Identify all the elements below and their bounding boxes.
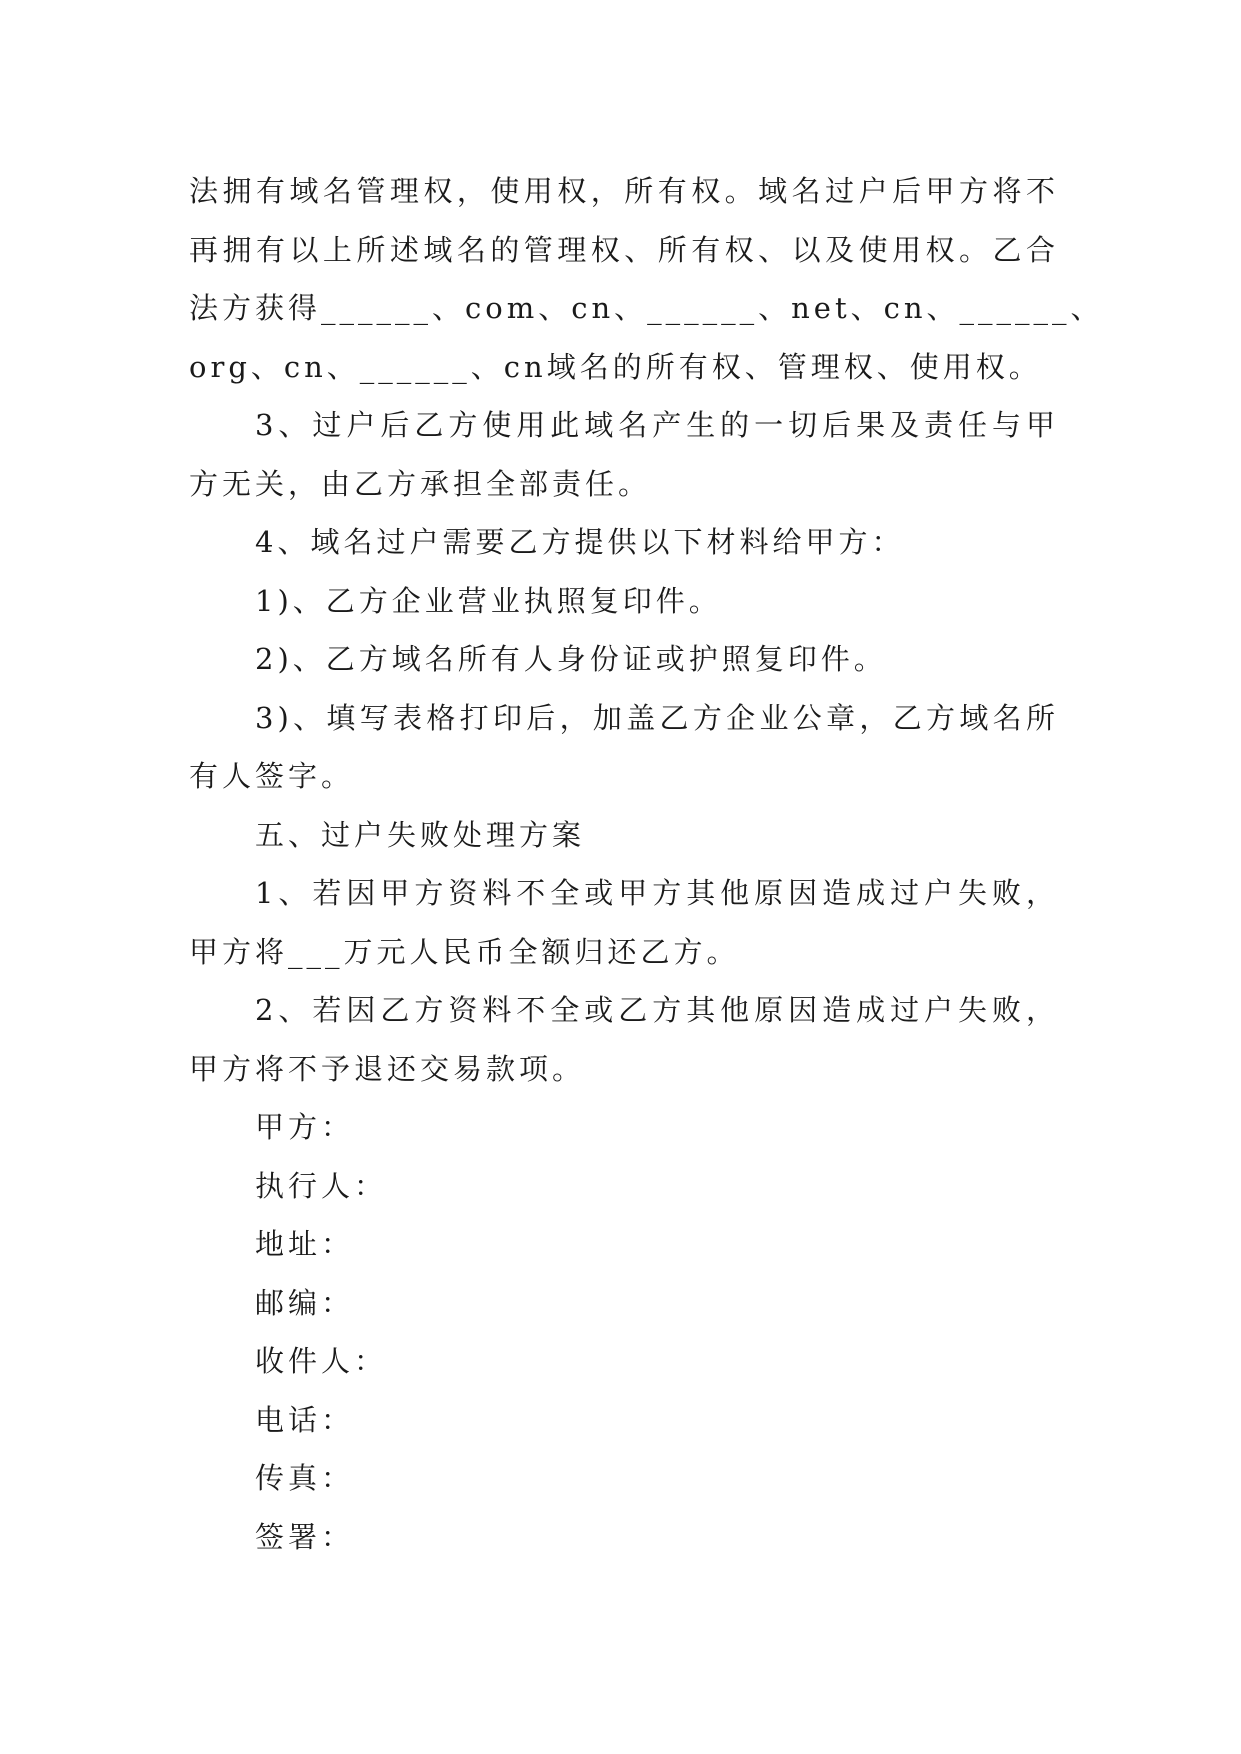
executor-label: 执行人： xyxy=(255,1168,388,1203)
document-body xyxy=(189,162,1104,1566)
material-item-2: 2)、乙方域名所有人身份证或护照复印件。 xyxy=(255,642,887,676)
party-a-label: 甲方： xyxy=(255,1110,355,1144)
failure-clause-1: 1、若因甲方资料不全或甲方其他原因造成过户失败， xyxy=(255,876,1059,910)
text-line: 法方获得______、com、cn、______、net、cn、______、 xyxy=(189,291,1104,325)
address-label: 地址： xyxy=(255,1227,355,1261)
section-heading: 五、过户失败处理方案 xyxy=(255,817,586,852)
material-item-3: 3)、填写表格打印后，加盖乙方企业公章，乙方域名所 xyxy=(255,700,1059,735)
postcode-label: 邮编： xyxy=(255,1285,355,1320)
failure-clause-2: 2、若因乙方资料不全或乙方其他原因造成过户失败， xyxy=(255,993,1059,1027)
text-line: 法拥有域名管理权，使用权，所有权。域名过户后甲方将不 xyxy=(189,174,1059,208)
text-line: org、cn、______、cn域名的所有权、管理权、使用权。 xyxy=(189,349,1042,384)
clause-3: 3、过户后乙方使用此域名产生的一切后果及责任与甲 xyxy=(255,408,1059,442)
recipient-label: 收件人： xyxy=(255,1344,388,1378)
text-line: 有人签字。 xyxy=(189,759,355,793)
text-line: 甲方将不予退还交易款项。 xyxy=(189,1051,586,1086)
fax-label: 传真： xyxy=(255,1461,355,1495)
text-line: 再拥有以上所述域名的管理权、所有权、以及使用权。乙合 xyxy=(189,232,1059,267)
text-line: 甲方将___万元人民币全额归还乙方。 xyxy=(189,934,740,969)
clause-4: 4、域名过户需要乙方提供以下材料给甲方： xyxy=(255,525,905,559)
text-line: 方无关，由乙方承担全部责任。 xyxy=(189,466,652,501)
material-item-1: 1)、乙方企业营业执照复印件。 xyxy=(255,583,722,618)
phone-label: 电话： xyxy=(255,1402,355,1437)
signature-label: 签署： xyxy=(255,1519,355,1554)
